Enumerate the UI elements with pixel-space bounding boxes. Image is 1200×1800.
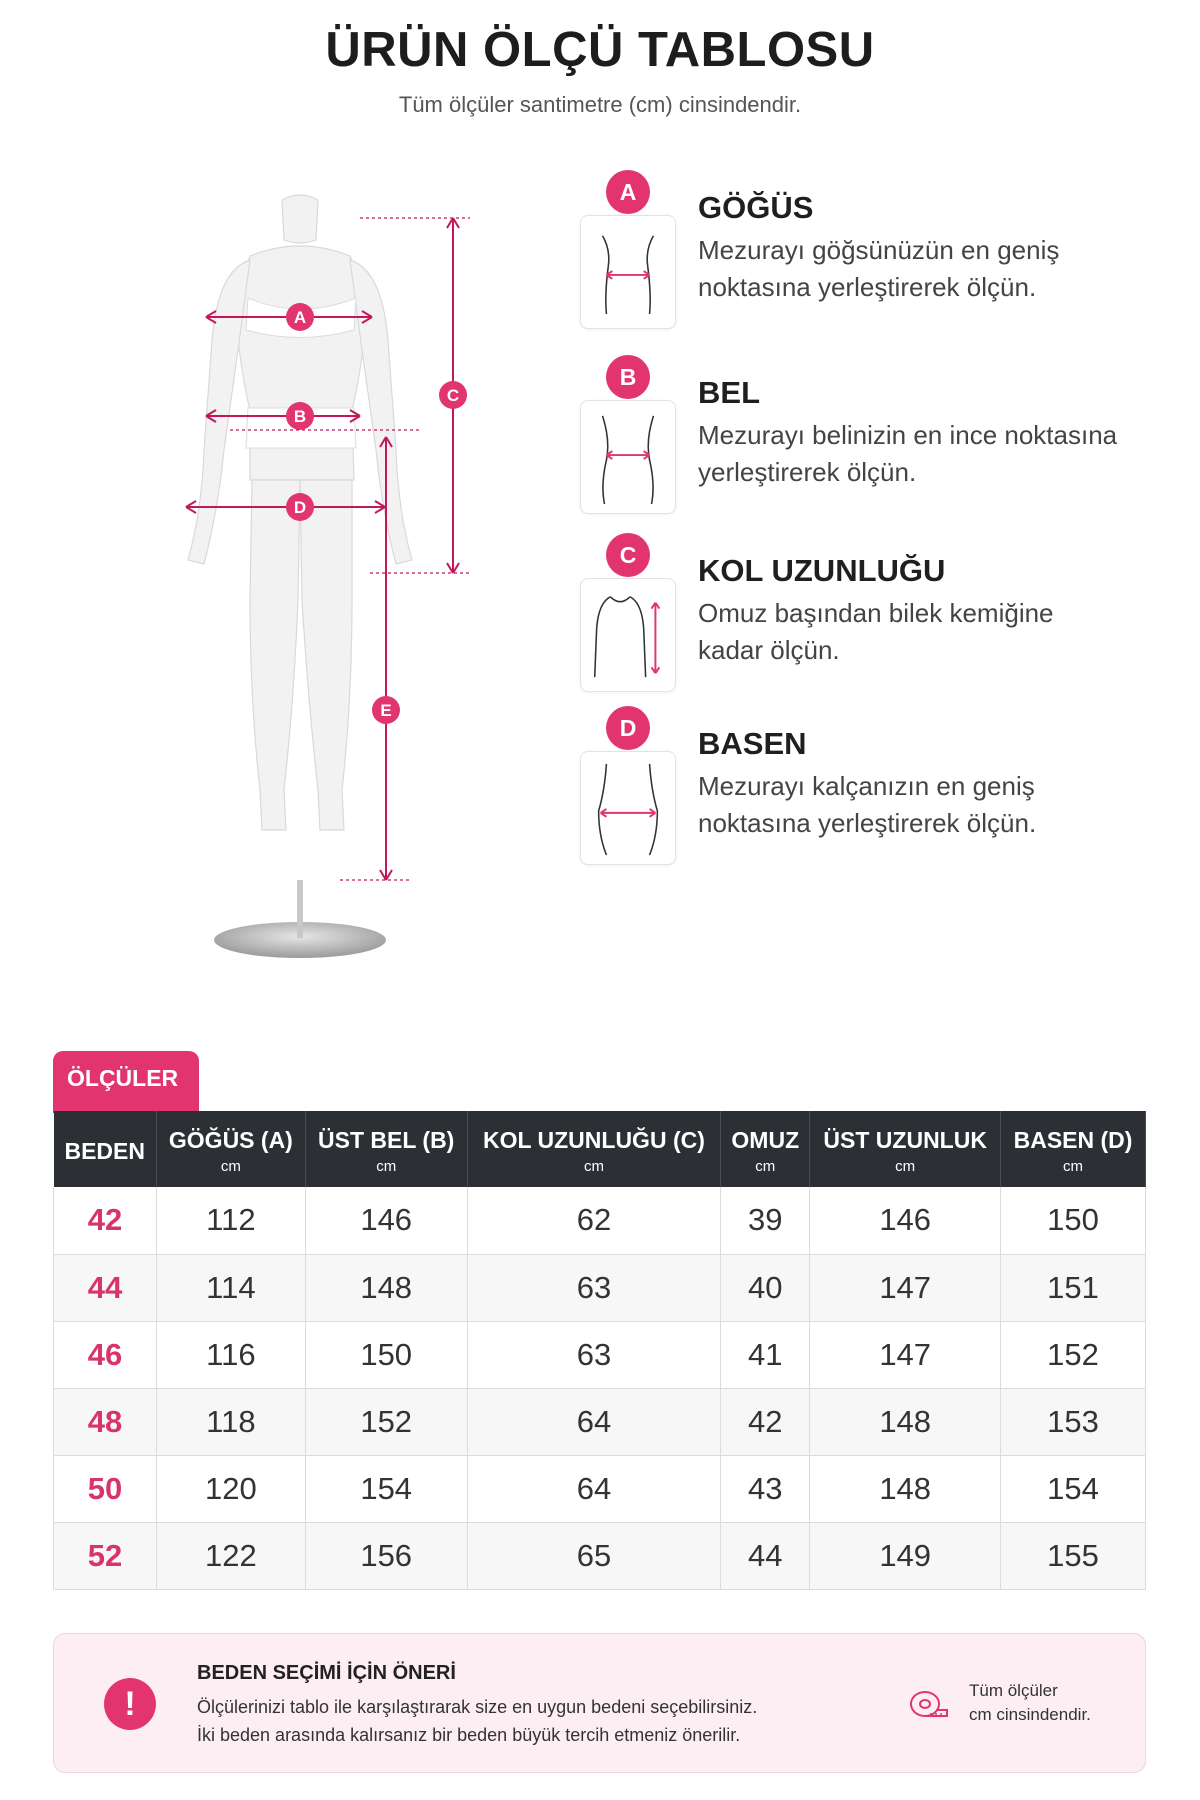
marker-a: A: [293, 308, 307, 327]
measurement-cell: 152: [1001, 1321, 1146, 1388]
size-cell: 48: [54, 1388, 157, 1455]
measurement-cell: 149: [810, 1522, 1001, 1589]
guide-item-hip: [580, 706, 1180, 866]
measurement-cell: 147: [810, 1321, 1001, 1388]
measurement-cell: 150: [1001, 1187, 1146, 1254]
guide-desc-line: yerleştirerek ölçün.: [698, 457, 917, 487]
table-row: [54, 1455, 1146, 1522]
column-header: [305, 1111, 467, 1187]
column-header: [156, 1111, 305, 1187]
sleeve-measure-icon: [580, 578, 676, 692]
guide-desc-line: Omuz başından bilek kemiğine: [698, 598, 1054, 628]
page-subtitle: Tüm ölçüler santimetre (cm) cinsindendir.: [398, 92, 802, 117]
measurement-cell: 151: [1001, 1254, 1146, 1321]
measurement-cell: 150: [305, 1321, 467, 1388]
units-note-line: cm cinsindendir.: [969, 1705, 1091, 1724]
guide-desc-line: noktasına yerleştirerek ölçün.: [698, 272, 1037, 302]
column-header-label: KOL UZUNLUĞU (C): [483, 1127, 705, 1153]
column-header: [810, 1111, 1001, 1187]
guide-desc-line: Mezurayı belinizin en ince noktasına: [698, 420, 1118, 450]
measurement-cell: 62: [467, 1187, 721, 1254]
recommendation-line: İki beden arasında kalırsanız bir beden büyük tercih etmeniz önerilir.: [197, 1725, 741, 1745]
measurement-cell: 116: [156, 1321, 305, 1388]
size-table: [53, 1111, 1146, 1590]
guide-description: [698, 417, 1168, 491]
marker-c: C: [446, 386, 460, 405]
measurement-cell: 63: [467, 1254, 721, 1321]
table-row: [54, 1321, 1146, 1388]
measurement-cell: 43: [721, 1455, 810, 1522]
column-header: [1001, 1111, 1146, 1187]
measurement-cell: 65: [467, 1522, 721, 1589]
table-row: [54, 1388, 1146, 1455]
guide-desc-line: Mezurayı göğsünüzün en geniş: [698, 235, 1060, 265]
measurement-cell: 44: [721, 1522, 810, 1589]
measurement-cell: 154: [305, 1455, 467, 1522]
measuring-tape-icon: [907, 1682, 951, 1726]
guide-description: [698, 768, 1168, 842]
column-header-unit: cm: [895, 1158, 916, 1175]
measurement-cell: 42: [721, 1388, 810, 1455]
column-header-label: BEDEN: [64, 1137, 145, 1164]
marker-d: D: [293, 498, 307, 517]
guide-desc-line: kadar ölçün.: [698, 635, 840, 665]
column-header-unit: cm: [220, 1158, 241, 1175]
guide-item-waist: [580, 355, 1180, 515]
measurement-cell: 114: [156, 1254, 305, 1321]
size-cell: 50: [54, 1455, 157, 1522]
measurement-cell: 156: [305, 1522, 467, 1589]
measurement-cell: 152: [305, 1388, 467, 1455]
measurement-cell: 122: [156, 1522, 305, 1589]
recommendation-box: [53, 1633, 1146, 1773]
measurement-cell: 148: [305, 1254, 467, 1321]
guide-title: KOL UZUNLUĞU: [698, 553, 946, 588]
measurement-cell: 155: [1001, 1522, 1146, 1589]
measurement-cell: 64: [467, 1388, 721, 1455]
units-note-line: Tüm ölçüler: [969, 1681, 1058, 1700]
guide-desc-line: noktasına yerleştirerek ölçün.: [698, 808, 1037, 838]
measurement-cell: 118: [156, 1388, 305, 1455]
measurement-cell: 146: [305, 1187, 467, 1254]
column-header: [721, 1111, 810, 1187]
marker-e: E: [380, 701, 392, 720]
measurement-cell: 148: [810, 1455, 1001, 1522]
measurement-cell: 120: [156, 1455, 305, 1522]
column-header-unit: cm: [376, 1158, 397, 1175]
measurement-cell: 40: [721, 1254, 810, 1321]
measurement-cell: 112: [156, 1187, 305, 1254]
recommendation-line: Ölçülerinizi tablo ile karşılaştırarak size en uygun bedeni seçebilirsiniz.: [197, 1697, 758, 1717]
measurement-cell: 64: [467, 1455, 721, 1522]
measurement-cell: 63: [467, 1321, 721, 1388]
measurement-cell: 39: [721, 1187, 810, 1254]
units-note: [969, 1679, 1139, 1727]
marker-b: B: [293, 407, 307, 426]
column-header: [467, 1111, 721, 1187]
table-header-row: [54, 1111, 1146, 1187]
column-header-label: OMUZ: [731, 1127, 800, 1153]
guide-item-sleeve: [580, 533, 1180, 693]
column-header-label: BASEN (D): [1013, 1127, 1133, 1153]
waist-measure-icon: [580, 400, 676, 514]
hip-measure-icon: [580, 751, 676, 865]
guide-description: [698, 595, 1168, 669]
chest-measure-icon: [580, 215, 676, 329]
alert-icon: !: [104, 1678, 156, 1730]
mannequin-diagram: [100, 180, 500, 1000]
column-header-label: ÜST UZUNLUK: [823, 1127, 987, 1153]
table-row: [54, 1522, 1146, 1589]
measurement-cell: 147: [810, 1254, 1001, 1321]
guide-title: GÖĞÜS: [698, 190, 814, 225]
size-cell: 52: [54, 1522, 157, 1589]
column-header-unit: cm: [755, 1158, 776, 1175]
size-cell: 46: [54, 1321, 157, 1388]
column-header-unit: cm: [1063, 1158, 1084, 1175]
guide-item-chest: [580, 170, 1180, 330]
guide-badge: B: [606, 355, 650, 399]
recommendation-title: BEDEN SEÇİMİ İÇİN ÖNERİ: [197, 1662, 456, 1684]
measurement-cell: 153: [1001, 1388, 1146, 1455]
guide-desc-line: Mezurayı kalçanızın en geniş: [698, 771, 1035, 801]
table-tab-label: ÖLÇÜLER: [53, 1051, 199, 1113]
guide-description: [698, 232, 1168, 306]
measurement-cell: 41: [721, 1321, 810, 1388]
guide-title: BEL: [698, 375, 760, 410]
size-cell: 44: [54, 1254, 157, 1321]
column-header-label: GÖĞÜS (A): [168, 1127, 293, 1153]
page-title: ÜRÜN ÖLÇÜ TABLOSU: [325, 23, 875, 77]
guide-title: BASEN: [698, 726, 807, 761]
table-row: [54, 1254, 1146, 1321]
column-header: [54, 1111, 157, 1187]
size-cell: 42: [54, 1187, 157, 1254]
column-header-unit: cm: [583, 1158, 604, 1175]
measurement-cell: 146: [810, 1187, 1001, 1254]
column-header-label: ÜST BEL (B): [318, 1127, 455, 1153]
table-row: [54, 1187, 1146, 1254]
guide-badge: C: [606, 533, 650, 577]
guide-badge: D: [606, 706, 650, 750]
guide-badge: A: [606, 170, 650, 214]
measurement-cell: 148: [810, 1388, 1001, 1455]
measurement-cell: 154: [1001, 1455, 1146, 1522]
